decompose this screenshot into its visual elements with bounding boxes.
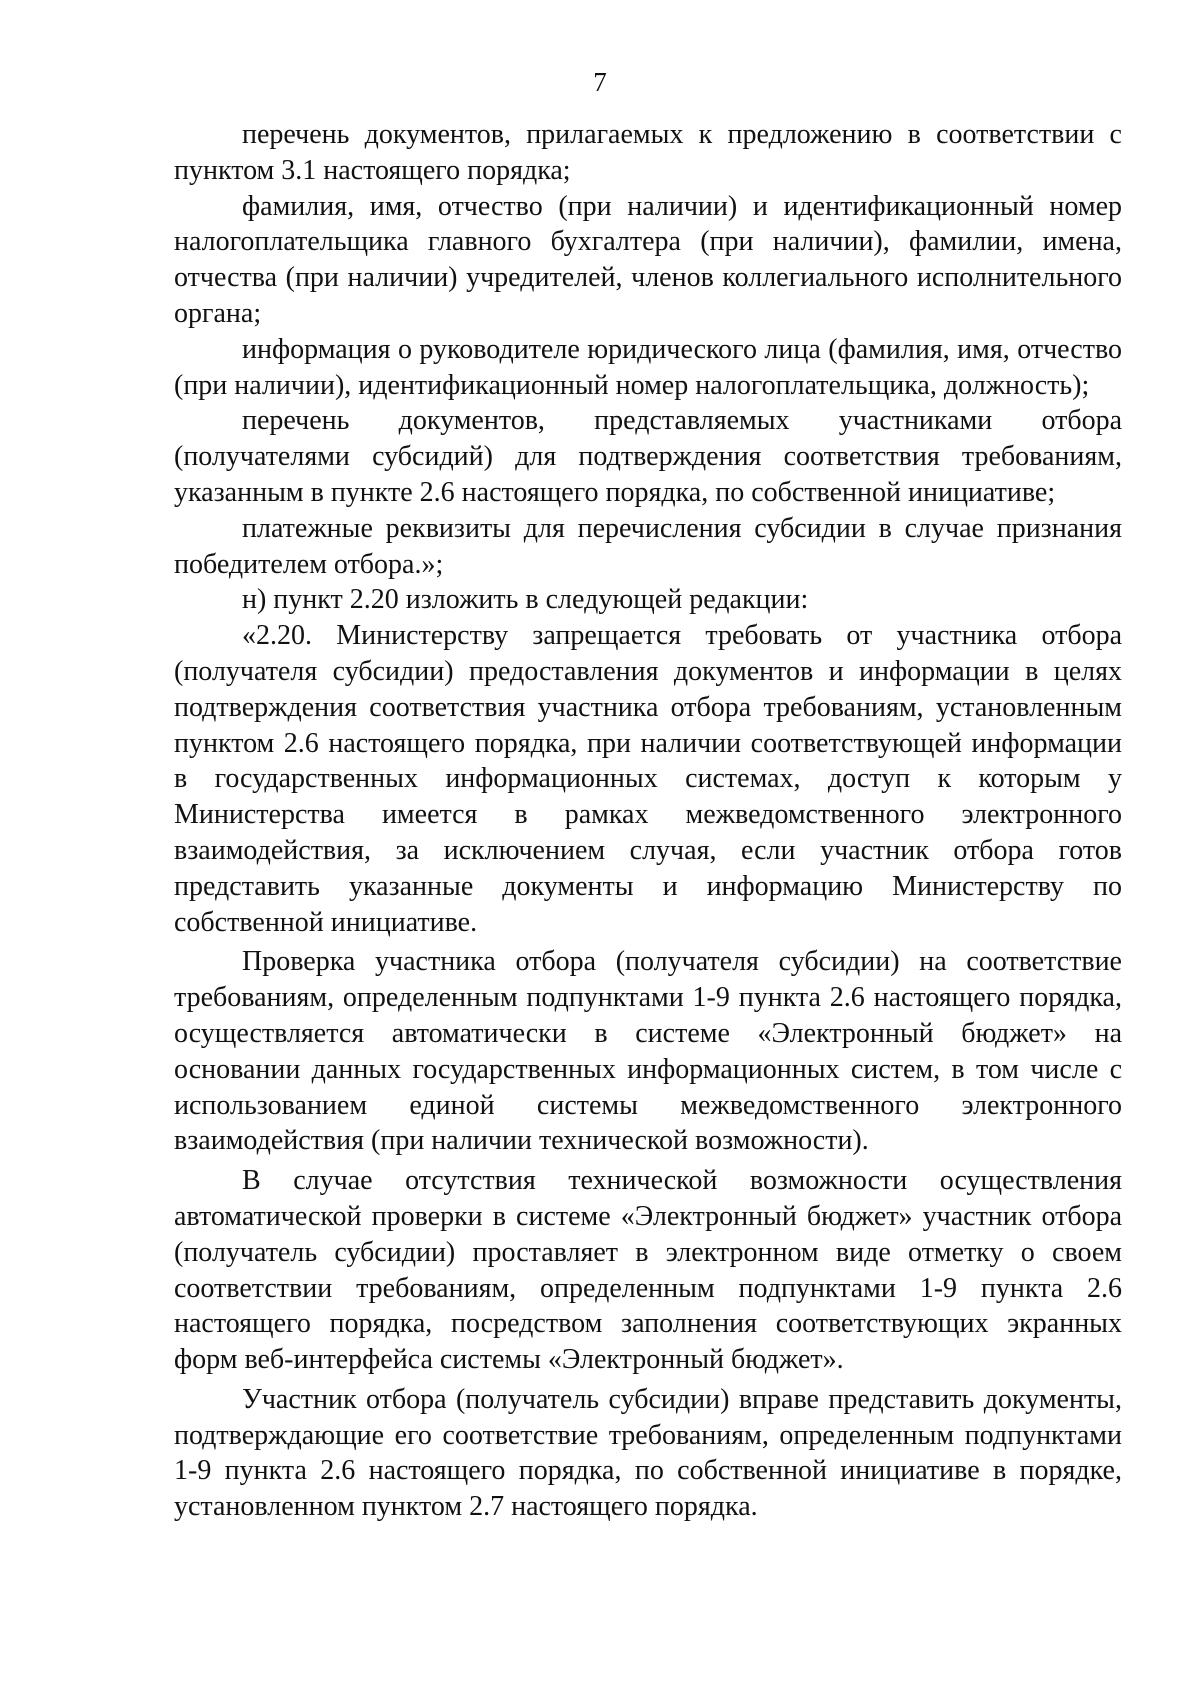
paragraph-manual-mark: В случае отсутствия технической возможности осуществления автоматической проверки в системе «Электронный бюджет» участник отбора (получатель субсидии) проставляет в электронном виде отметку о своем соответствии требованиям, определенным подпунктами 1-9 пункта 2.6 настоящего порядка, посредством заполнения соответствующих экранных форм веб-интерфейса системы «Электронный бюджет». — [174, 1165, 1122, 1376]
page-number: 7 — [593, 67, 607, 97]
document-body — [174, 117, 1122, 1525]
paragraph-own-initiative: Участник отбора (получатель субсидии) вправе представить документы, подтверждающие его соответствие требованиям, определенным подпунктами 1-9 пункта 2.6 настоящего порядка, по собственной инициативе в порядке, установленном пунктом 2.7 настоящего порядка. — [174, 1383, 1122, 1523]
paragraph-head-info: информация о руководителе юридического лица (фамилия, имя, отчество (при наличии), идентификационный номер налогоплательщика, должность); — [174, 333, 1122, 401]
paragraph-participant-documents: перечень документов, представляемых участниками отбора (получателями субсидий) для подтверждения соответствия требованиям, указанным в пункте 2.6 настоящего порядка, по собственной инициативе; — [174, 405, 1122, 508]
paragraph-clause-2-20: «2.20. Министерству запрещается требовать от участника отбора (получателя субсидии) предоставления документов и информации в целях подтверждения соответствия участника отбора требованиям, установленным пунктом 2.6 настоящего порядка, при наличии соответствующей информации в государственных информационных системах, доступ к которым у Министерства имеется в рамках межведомственного электронного взаимодействия, за исключением случая, если участник отбора готов представить указанные документы и информацию Министерству по собственной инициативе. — [174, 620, 1122, 938]
paragraph-accountant-founders: фамилия, имя, отчество (при наличии) и идентификационный номер налогоплательщика главного бухгалтера (при наличии), фамилии, имена, отчества (при наличии) учредителей, членов коллегиального исполнительного органа; — [174, 190, 1122, 329]
paragraph-automatic-check: Проверка участника отбора (получателя субсидии) на соответствие требованиям, определенным подпунктами 1-9 пункта 2.6 настоящего порядка, осуществляется автоматически в системе «Электронный бюджет» на основании данных государственных информационных систем, в том числе с использованием единой системы межведомственного электронного взаимодействия (при наличии технической возможности). — [174, 946, 1122, 1157]
paragraph-payment-details: платежные реквизиты для перечисления субсидии в случае признания победителем отбора.»; — [174, 512, 1122, 580]
paragraph-clause-2-20-intro: н) пункт 2.20 изложить в следующей редакции: — [242, 584, 809, 616]
paragraph-documents-list: перечень документов, прилагаемых к предложению в соответствии с пунктом 3.1 настоящего порядка; — [174, 119, 1122, 186]
